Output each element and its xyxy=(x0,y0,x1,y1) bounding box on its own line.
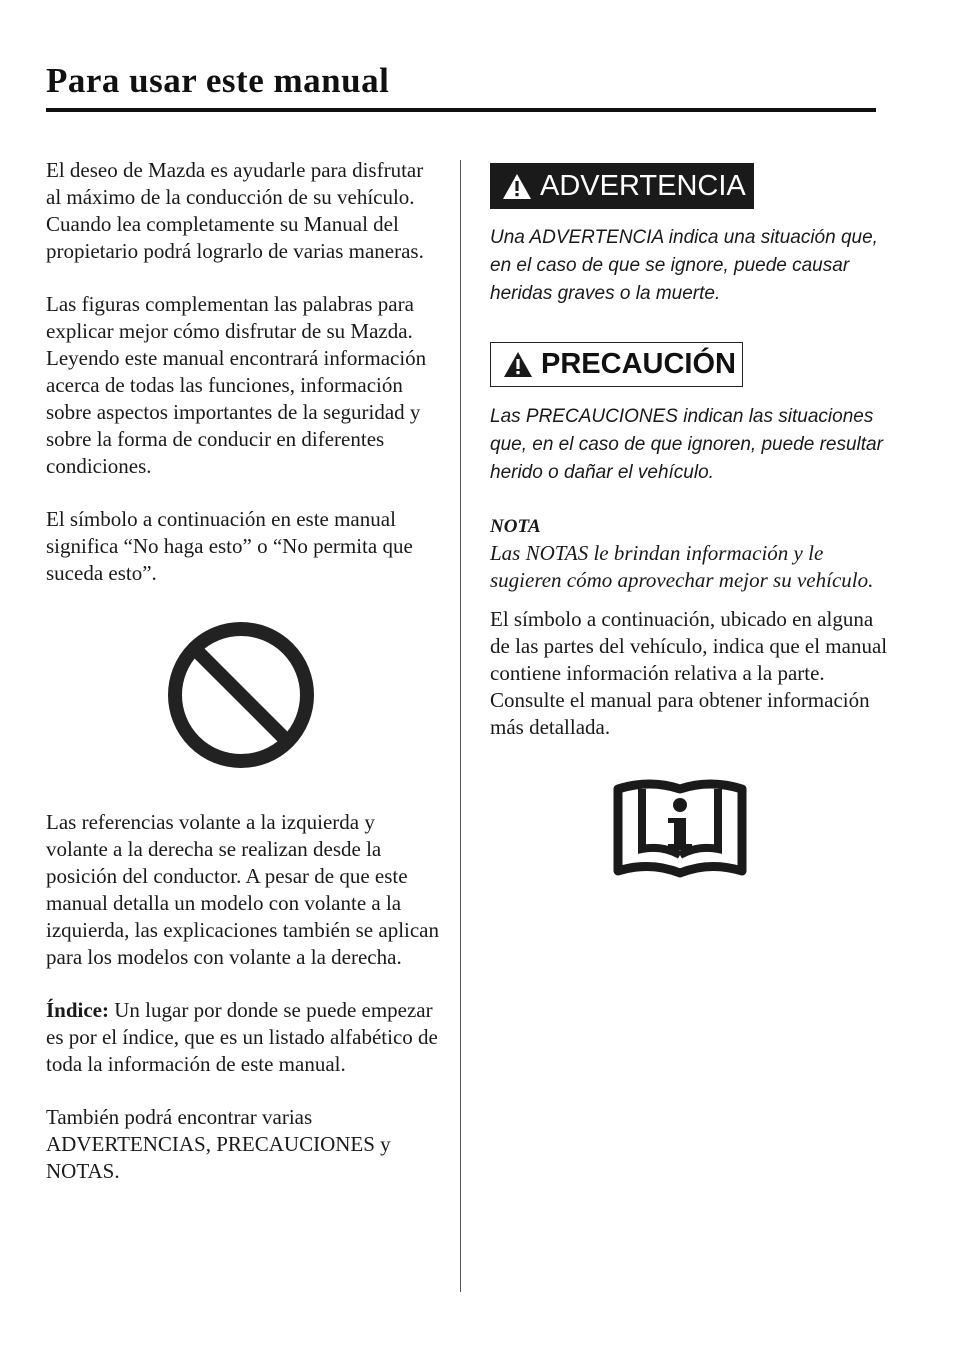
notices-paragraph: También podrá encontrar varias ADVERTENCIAS, PRECAUCIONES y NOTAS. xyxy=(46,1105,391,1183)
manual-info-icon xyxy=(612,775,748,879)
caution-text: Las PRECAUCIONES indican las situaciones que, en el caso de que ignoren, puede resultar herido o dañar el vehículo. xyxy=(490,406,883,483)
header-rule xyxy=(46,108,876,112)
note-text: Las NOTAS le brindan información y le sugieren cómo aprovechar mejor su vehículo. xyxy=(490,541,874,592)
warning-triangle-icon xyxy=(502,173,532,200)
left-column xyxy=(46,157,441,1185)
caution-label: PRECAUCIÓN xyxy=(541,348,736,380)
figures-paragraph: Las figuras complementan las palabras para explicar mejor cómo disfrutar de su Mazda. Leyendo este manual encontrará información acerca de todas las funciones, información sobre aspectos importantes de la seguridad y sobre la forma de conducir en diferentes condiciones. xyxy=(46,292,427,478)
prohibition-icon xyxy=(166,620,316,770)
warning-label: ADVERTENCIA xyxy=(540,169,746,202)
consult-paragraph: Consulte el manual para obtener información más detallada. xyxy=(490,688,870,739)
caution-label-box xyxy=(490,342,743,387)
column-divider xyxy=(460,160,461,1292)
symbol-paragraph: El símbolo a continuación en este manual significa “No haga esto” o “No permita que suceda esto”. xyxy=(46,507,413,585)
intro-paragraph: El deseo de Mazda es ayudarle para disfrutar al máximo de la conducción de su vehículo. Cuando lea completamente su Manual del propietario podrá lograrlo de varias maneras. xyxy=(46,158,424,263)
index-text: Un lugar por donde se puede empezar es por el índice, que es un listado alfabético de toda la información de este manual. xyxy=(46,998,438,1076)
warning-text: Una ADVERTENCIA indica una situación que, en el caso de que se ignore, puede causar heridas graves o la muerte. xyxy=(490,227,878,304)
note-label: NOTA xyxy=(490,516,541,537)
warning-label-box xyxy=(490,163,754,209)
index-label: Índice: xyxy=(46,998,109,1022)
steering-paragraph: Las referencias volante a la izquierda y volante a la derecha se realizan desde la posición del conductor. A pesar de que este manual detalla un modelo con volante a la izquierda, las explicaciones también se aplican para los modelos con volante a la derecha. xyxy=(46,810,440,969)
vehicle-symbol-paragraph: El símbolo a continuación, ubicado en alguna de las partes del vehículo, indica que el manual contiene información relativa a la parte. xyxy=(490,607,888,685)
right-column xyxy=(490,163,890,891)
manual-info-figure xyxy=(490,741,890,891)
index-paragraph xyxy=(46,997,441,1078)
page-title: Para usar este manual xyxy=(46,61,390,100)
caution-triangle-icon xyxy=(503,351,533,378)
prohibition-figure xyxy=(46,587,441,809)
